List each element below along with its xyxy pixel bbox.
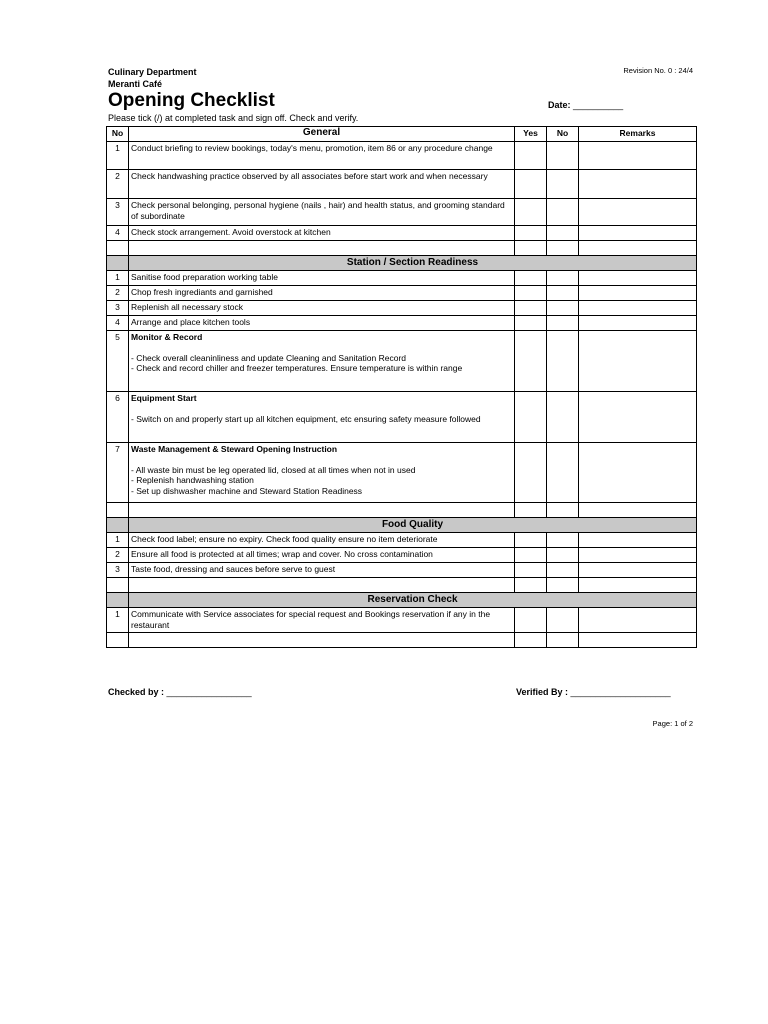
task-heading: Waste Management & Steward Opening Instruction	[131, 444, 338, 454]
table-row	[107, 563, 697, 578]
remarks-cell[interactable]	[579, 241, 697, 256]
blank-row	[107, 578, 697, 593]
yes-cell[interactable]	[515, 548, 547, 563]
date-field	[548, 100, 623, 110]
task-text: Check stock arrangement. Avoid overstock at kitchen	[129, 226, 515, 241]
no-cell[interactable]	[547, 633, 579, 648]
blank-row	[107, 503, 697, 518]
table-row	[107, 443, 697, 503]
no-cell[interactable]	[547, 301, 579, 316]
yes-cell[interactable]	[515, 331, 547, 392]
row-number: 2	[107, 548, 129, 563]
row-number: 2	[107, 170, 129, 199]
table-row	[107, 331, 697, 392]
task-text: Taste food, dressing and sauces before serve to guest	[129, 563, 515, 578]
table-row	[107, 548, 697, 563]
table-row	[107, 533, 697, 548]
task-line: - Switch on and properly start up all kitchen equipment, etc ensuring safety measure followed	[131, 413, 481, 424]
yes-cell[interactable]	[515, 503, 547, 518]
row-number: 7	[107, 443, 129, 503]
no-cell[interactable]	[547, 443, 579, 503]
blank-cell[interactable]	[129, 241, 515, 256]
yes-cell[interactable]	[515, 142, 547, 170]
yes-cell[interactable]	[515, 226, 547, 241]
yes-cell[interactable]	[515, 533, 547, 548]
no-cell[interactable]	[547, 316, 579, 331]
blank-row	[107, 633, 697, 648]
checked-by-field[interactable]	[108, 687, 252, 697]
section-title-food-quality: Food Quality	[129, 518, 697, 533]
column-header-yes: Yes	[515, 127, 547, 142]
venue-name: Meranti Café	[108, 79, 163, 89]
column-header-no-answer: No	[547, 127, 579, 142]
task-text	[129, 392, 515, 443]
remarks-cell[interactable]	[579, 633, 697, 648]
checklist-table	[106, 126, 697, 648]
table-row	[107, 301, 697, 316]
yes-cell[interactable]	[515, 608, 547, 633]
table-header-row	[107, 127, 697, 142]
no-cell[interactable]	[547, 331, 579, 392]
remarks-cell[interactable]	[579, 533, 697, 548]
section-blank-cell	[107, 518, 129, 533]
row-number: 5	[107, 331, 129, 392]
task-line: - Check and record chiller and freezer temperatures. Ensure temperature is within range	[131, 363, 463, 373]
column-header-remarks: Remarks	[579, 127, 697, 142]
yes-cell[interactable]	[515, 563, 547, 578]
section-blank-cell	[107, 593, 129, 608]
table-row	[107, 608, 697, 633]
yes-cell[interactable]	[515, 578, 547, 593]
row-number: 1	[107, 271, 129, 286]
remarks-cell[interactable]	[579, 271, 697, 286]
blank-cell	[107, 241, 129, 256]
yes-cell[interactable]	[515, 170, 547, 199]
task-line: - Set up dishwasher machine and Steward Station Readiness	[131, 485, 363, 496]
task-text: Arrange and place kitchen tools	[129, 316, 515, 331]
department-name: Culinary Department	[108, 67, 197, 77]
table-row	[107, 142, 697, 170]
task-text: Ensure all food is protected at all times; wrap and cover. No cross contamination	[129, 548, 515, 563]
task-text: Chop fresh ingrediants and garnished	[129, 286, 515, 301]
table-row	[107, 316, 697, 331]
task-text: Check handwashing practice observed by all associates before start work and when necessary	[129, 170, 515, 199]
row-number: 3	[107, 301, 129, 316]
remarks-cell[interactable]	[579, 301, 697, 316]
table-row	[107, 271, 697, 286]
revision-number: Revision No. 0 : 24/4	[623, 66, 693, 75]
blank-cell[interactable]	[129, 633, 515, 648]
row-number: 2	[107, 286, 129, 301]
task-heading: Monitor & Record	[131, 332, 203, 342]
yes-cell[interactable]	[515, 443, 547, 503]
no-cell[interactable]	[547, 533, 579, 548]
remarks-cell[interactable]	[579, 170, 697, 199]
task-text: Communicate with Service associates for special request and Bookings reservation if any in the restaurant	[129, 608, 515, 633]
checked-by-label: Checked by :	[108, 687, 165, 697]
row-number: 6	[107, 392, 129, 443]
remarks-cell[interactable]	[579, 548, 697, 563]
remarks-cell[interactable]	[579, 608, 697, 633]
blank-cell	[107, 503, 129, 518]
yes-cell[interactable]	[515, 633, 547, 648]
task-heading: Equipment Start	[131, 393, 197, 403]
row-number: 3	[107, 199, 129, 226]
table-row	[107, 226, 697, 241]
table-row	[107, 170, 697, 199]
yes-cell[interactable]	[515, 392, 547, 443]
no-cell[interactable]	[547, 271, 579, 286]
remarks-cell[interactable]	[579, 226, 697, 241]
remarks-cell[interactable]	[579, 578, 697, 593]
task-line: - All waste bin must be leg operated lid, closed at all times when not in used	[131, 464, 416, 475]
yes-cell[interactable]	[515, 271, 547, 286]
date-line: __________	[573, 100, 624, 110]
verified-by-label: Verified By :	[516, 687, 569, 697]
checked-by-line: _________________	[166, 687, 252, 697]
no-cell[interactable]	[547, 548, 579, 563]
no-cell[interactable]	[547, 608, 579, 633]
section-blank-cell	[107, 256, 129, 271]
remarks-cell[interactable]	[579, 142, 697, 170]
no-cell[interactable]	[547, 392, 579, 443]
no-cell[interactable]	[547, 199, 579, 226]
blank-cell	[107, 633, 129, 648]
table-row	[107, 199, 697, 226]
task-line: - Check overall cleaninliness and update Cleaning and Sanitation Record	[131, 352, 407, 363]
yes-cell[interactable]	[515, 241, 547, 256]
section-row-station	[107, 256, 697, 271]
section-title-station: Station / Section Readiness	[129, 256, 697, 271]
task-text: Replenish all necessary stock	[129, 301, 515, 316]
verified-by-field[interactable]	[516, 687, 671, 697]
row-number: 4	[107, 316, 129, 331]
no-cell[interactable]	[547, 286, 579, 301]
row-number: 1	[107, 142, 129, 170]
row-number: 4	[107, 226, 129, 241]
blank-cell[interactable]	[129, 578, 515, 593]
no-cell[interactable]	[547, 226, 579, 241]
remarks-cell[interactable]	[579, 503, 697, 518]
remarks-cell[interactable]	[579, 286, 697, 301]
no-cell[interactable]	[547, 170, 579, 199]
blank-cell	[107, 578, 129, 593]
section-title-reservation: Reservation Check	[129, 593, 697, 608]
section-row-reservation	[107, 593, 697, 608]
no-cell[interactable]	[547, 563, 579, 578]
yes-cell[interactable]	[515, 199, 547, 226]
remarks-cell[interactable]	[579, 563, 697, 578]
row-number: 3	[107, 563, 129, 578]
task-text: Check personal belonging, personal hygiene (nails , hair) and health status, and grooming standard of subordinate	[129, 199, 515, 226]
verified-by-line: ____________________	[570, 687, 671, 697]
page-number: Page: 1 of 2	[652, 719, 693, 728]
yes-cell[interactable]	[515, 286, 547, 301]
section-title-general: General	[129, 127, 515, 142]
no-cell[interactable]	[547, 503, 579, 518]
row-number: 1	[107, 533, 129, 548]
task-text	[129, 443, 515, 503]
task-line: - Replenish handwashing station	[131, 475, 254, 485]
task-text: Check food label; ensure no expiry. Check food quality ensure no item deteriorate	[129, 533, 515, 548]
remarks-cell[interactable]	[579, 199, 697, 226]
task-text	[129, 331, 515, 392]
date-label: Date:	[548, 100, 571, 110]
remarks-cell[interactable]	[579, 443, 697, 503]
blank-row	[107, 241, 697, 256]
yes-cell[interactable]	[515, 316, 547, 331]
blank-cell[interactable]	[129, 503, 515, 518]
task-text: Sanitise food preparation working table	[129, 271, 515, 286]
table-row	[107, 392, 697, 443]
page-title: Opening Checklist	[108, 90, 275, 111]
row-number: 1	[107, 608, 129, 633]
instruction-text: Please tick (/) at completed task and sign off. Check and verify.	[108, 113, 359, 123]
remarks-cell[interactable]	[579, 316, 697, 331]
no-cell[interactable]	[547, 578, 579, 593]
remarks-cell[interactable]	[579, 392, 697, 443]
table-row	[107, 286, 697, 301]
department-block	[108, 66, 197, 90]
remarks-cell[interactable]	[579, 331, 697, 392]
yes-cell[interactable]	[515, 301, 547, 316]
section-row-food-quality	[107, 518, 697, 533]
no-cell[interactable]	[547, 142, 579, 170]
task-text: Conduct briefing to review bookings, today's menu, promotion, item 86 or any procedure change	[129, 142, 515, 170]
column-header-no: No	[107, 127, 129, 142]
no-cell[interactable]	[547, 241, 579, 256]
